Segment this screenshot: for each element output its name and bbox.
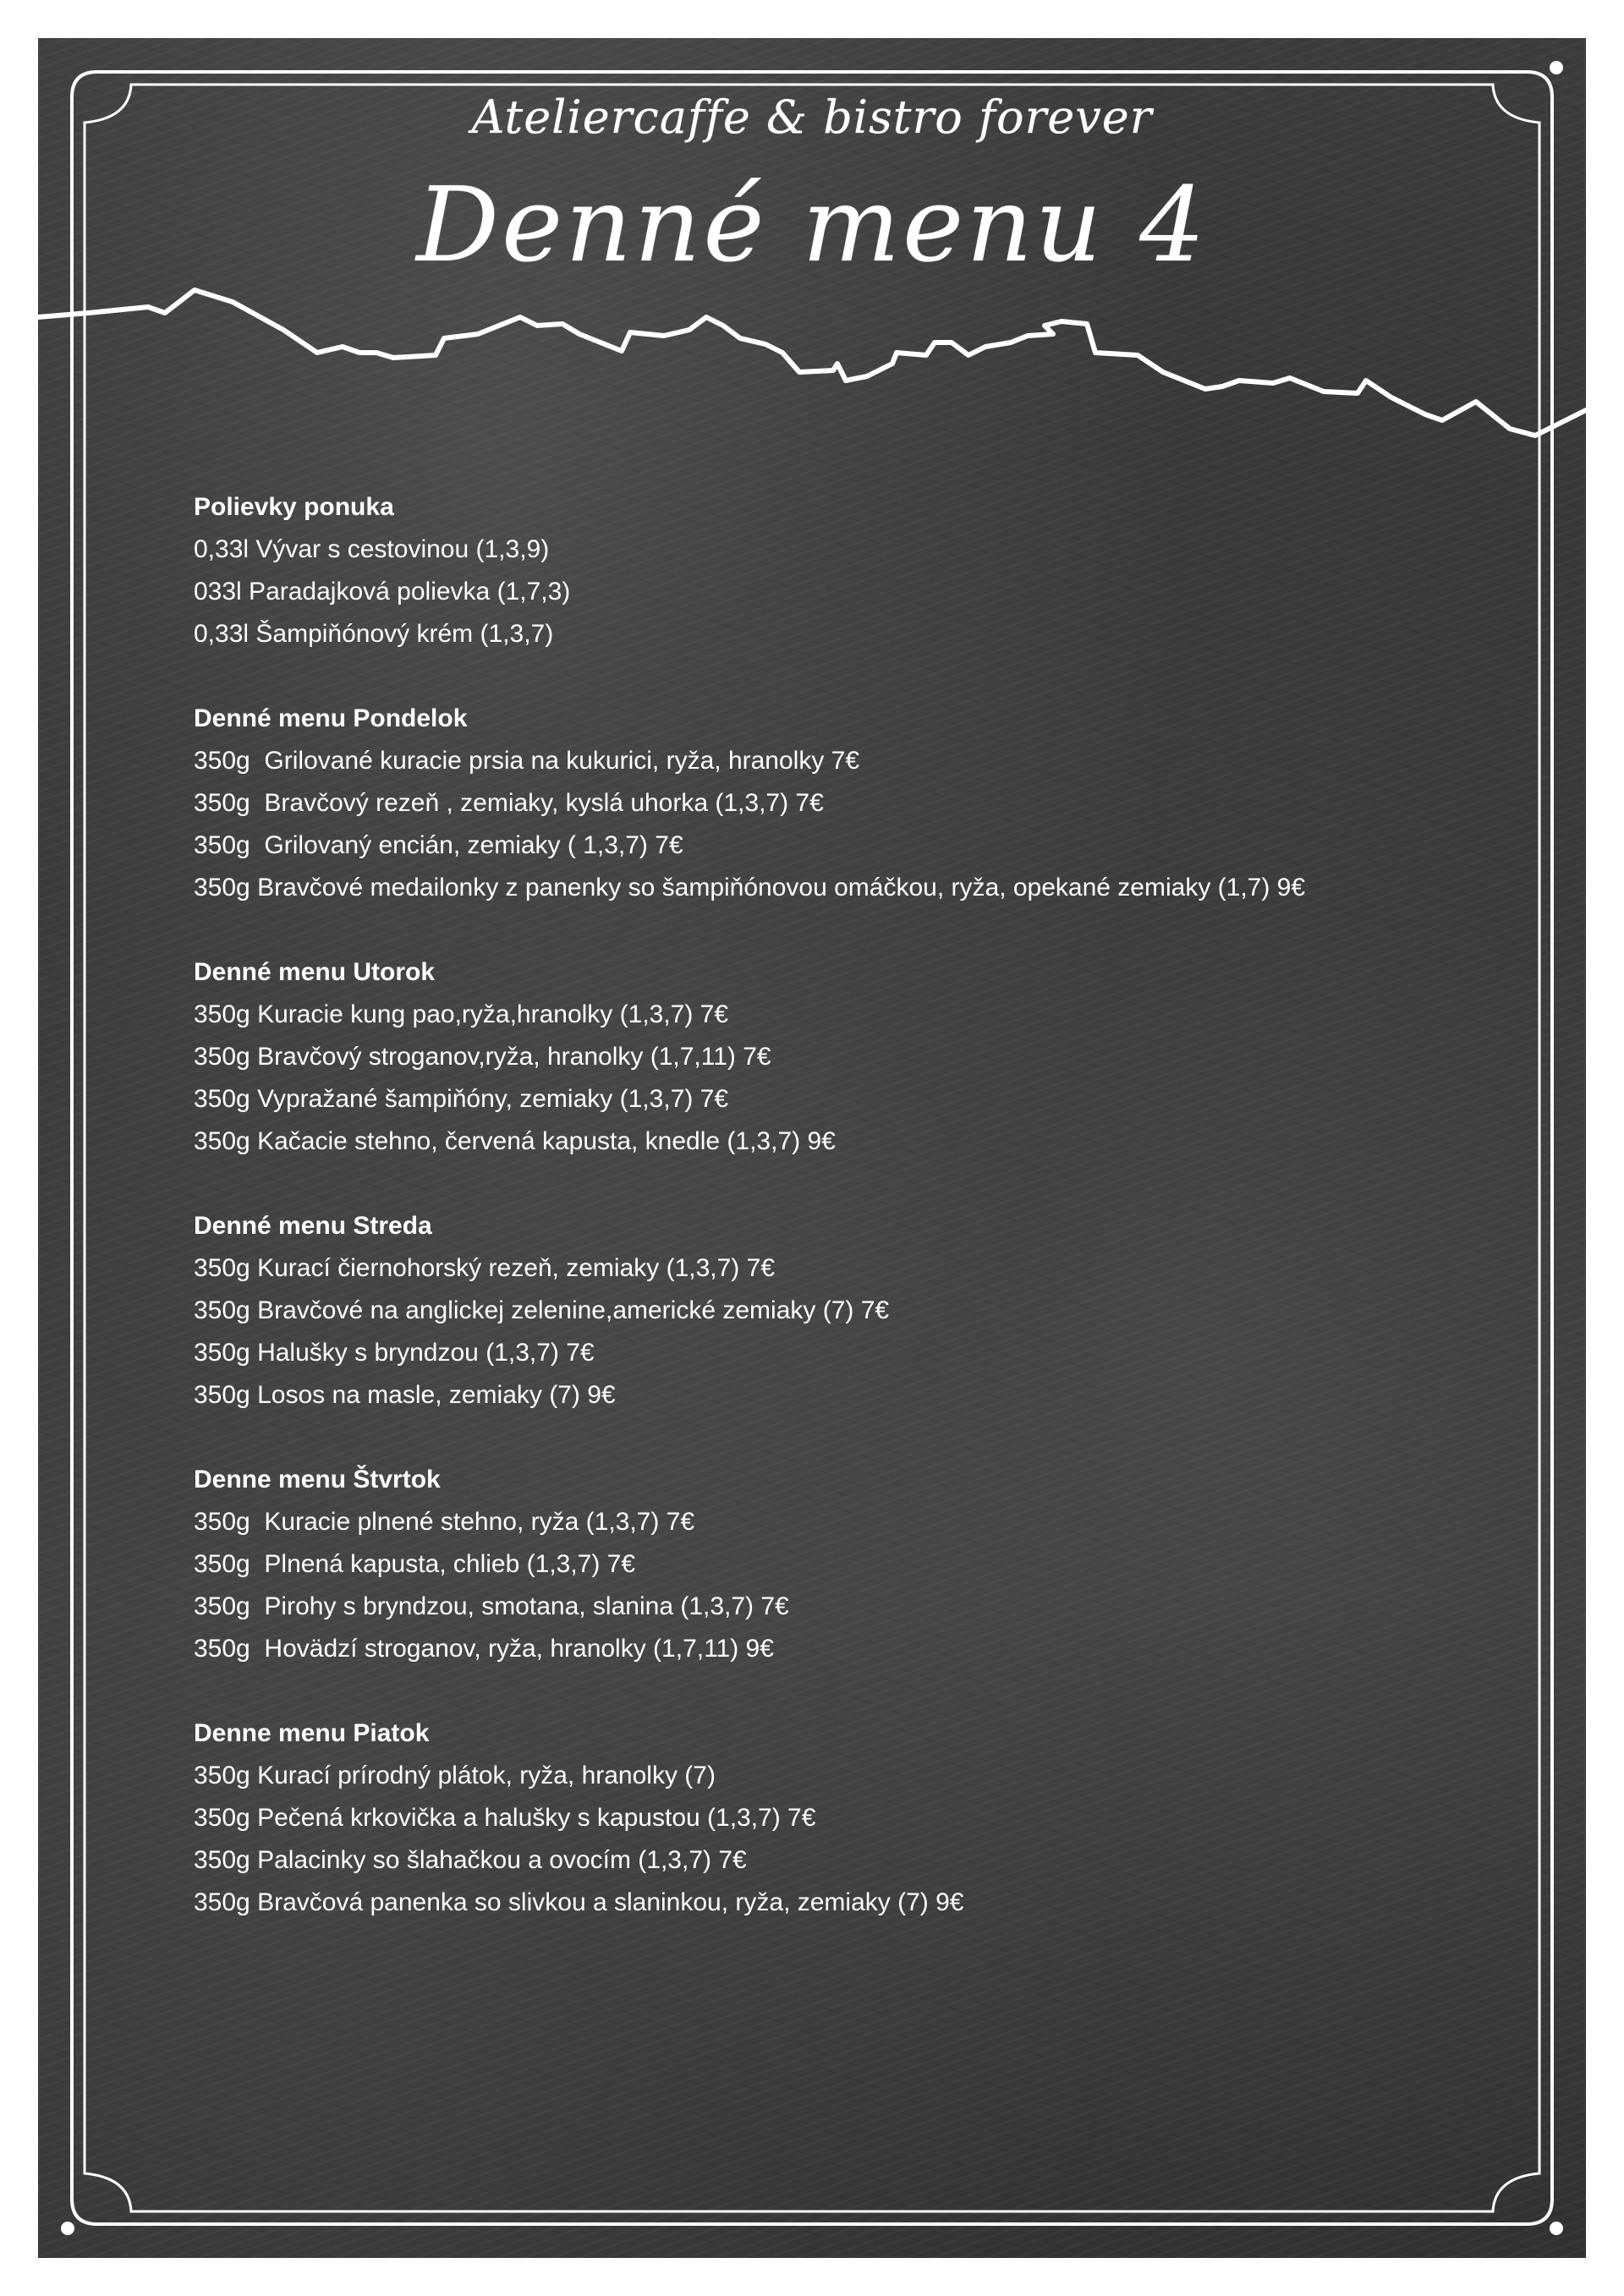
- menu-item: 350g Kačacie stehno, červená kapusta, knedle (1,3,7) 9€: [194, 1127, 836, 1155]
- corner-dot-icon: [61, 2222, 74, 2235]
- section-heading: Denné menu Pondelok: [194, 704, 468, 732]
- menu-item: 350g Kuracie plnené stehno, ryža (1,3,7) 7€: [194, 1508, 695, 1536]
- menu-section-friday: [194, 1712, 1513, 1924]
- page-title: Denné menu 4: [416, 165, 1208, 285]
- menu-section-thursday: [194, 1459, 1513, 1670]
- section-heading: Polievky ponuka: [194, 493, 394, 521]
- menu-section-wednesday: [194, 1205, 1513, 1417]
- menu-item: 0,33l Šampiňónový krém (1,3,7): [194, 620, 554, 648]
- menu-item: 350g Losos na masle, zemiaky (7) 9€: [194, 1381, 616, 1409]
- menu-item: 350g Vypražané šampiňóny, zemiaky (1,3,7) 7€: [194, 1085, 729, 1113]
- menu-content: [194, 486, 1513, 1966]
- section-heading: Denne menu Štvrtok: [194, 1466, 441, 1493]
- menu-item: 350g Grilovaný encián, zemiaky ( 1,3,7) 7€: [194, 831, 683, 859]
- menu-section-tuesday: [194, 951, 1513, 1163]
- menu-item: 350g Bravčový rezeň , zemiaky, kyslá uhorka (1,3,7) 7€: [194, 789, 824, 817]
- corner-dot-icon: [1550, 2222, 1563, 2235]
- menu-item: 350g Bravčové medailonky z panenky so šampiňónovou omáčkou, ryža, opekané zemiaky (1,7) 9€: [194, 874, 1306, 901]
- menu-item: 350g Plnená kapusta, chlieb (1,3,7) 7€: [194, 1550, 636, 1578]
- section-heading: Denne menu Piatok: [194, 1719, 430, 1747]
- section-heading: Denné menu Utorok: [194, 958, 436, 986]
- menu-item: 350g Kurací čiernohorský rezeň, zemiaky (1,3,7) 7€: [194, 1254, 775, 1282]
- section-heading: Denné menu Streda: [194, 1212, 432, 1240]
- menu-item: 350g Halušky s bryndzou (1,3,7) 7€: [194, 1339, 595, 1367]
- menu-item: 350g Grilované kuracie prsia na kukurici, ryža, hranolky 7€: [194, 747, 860, 775]
- menu-item: 350g Pirohy s bryndzou, smotana, slanina (1,3,7) 7€: [194, 1592, 789, 1620]
- menu-item: 033l Paradajková polievka (1,7,3): [194, 578, 571, 606]
- menu-item: 350g Bravčové na anglickej zelenine,americké zemiaky (7) 7€: [194, 1296, 890, 1324]
- menu-item: 350g Kuracie kung pao,ryža,hranolky (1,3,7) 7€: [194, 1000, 729, 1028]
- menu-item: 350g Bravčová panenka so slivkou a slaninkou, ryža, zemiaky (7) 9€: [194, 1888, 964, 1916]
- menu-section-monday: [194, 698, 1513, 909]
- menu-item: 0,33l Vývar s cestovinou (1,3,9): [194, 535, 550, 563]
- corner-dot-icon: [1550, 61, 1563, 74]
- menu-item: 350g Hovädzí stroganov, ryža, hranolky (1,7,11) 9€: [194, 1635, 774, 1663]
- menu-item: 350g Bravčový stroganov,ryža, hranolky (1,7,11) 7€: [194, 1043, 771, 1071]
- torn-divider-line: [38, 290, 1586, 436]
- chalkboard-menu: [38, 38, 1586, 2258]
- menu-item: 350g Pečená krkovička a halušky s kapustou (1,3,7) 7€: [194, 1804, 816, 1832]
- menu-section-soups: [194, 486, 1513, 655]
- menu-item: 350g Palacinky so šlahačkou a ovocím (1,3,7) 7€: [194, 1846, 747, 1874]
- menu-item: 350g Kurací prírodný plátok, ryža, hranolky (7): [194, 1762, 716, 1789]
- subtitle: Ateliercaffe & bistro forever: [471, 90, 1153, 144]
